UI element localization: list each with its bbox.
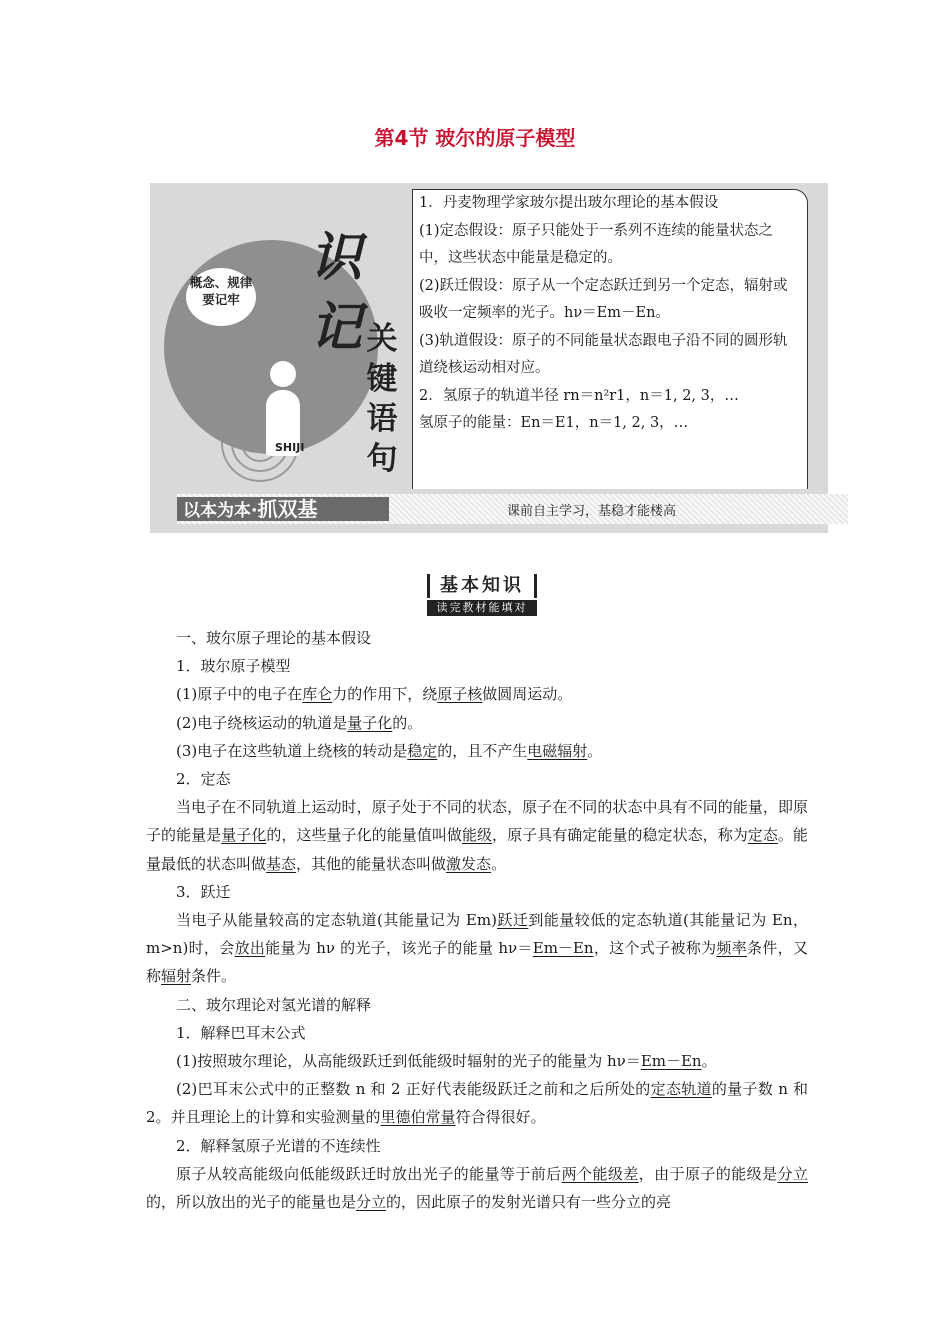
panel-line: (2)跃迁假设：原子从一个定态跃迁到另一个定态，辐射或吸收一定频率的光子。hν＝Em－En。 <box>419 277 788 321</box>
speech-bubble: 概念、规律 要记牢 <box>186 268 256 326</box>
blank-answer: 辐射 <box>161 967 192 986</box>
blank-answer: Em－En <box>640 1052 702 1071</box>
blank-answer: 跃迁 <box>496 911 529 930</box>
shiji-label: SHIJI <box>275 441 305 454</box>
blank-answer: 激发态 <box>446 854 492 873</box>
blank-answer: 定态 <box>747 826 778 845</box>
blank-answer: 库仑 <box>302 685 333 704</box>
blank-answer: Em－En <box>532 939 594 958</box>
subheading: 1．玻尔原子模型 <box>176 657 291 676</box>
paragraph: 当电子从能量较高的定态轨道(其能量记为 Em)跃迁到能量较低的定态轨道(其能量记为 En，m>n)时，会放出能量为 hν 的光子，该光子的能量 hν＝Em－En，这个式子被称为频率条件，又称辐射条件。 <box>146 911 808 986</box>
blank-answer: 基态 <box>266 854 297 873</box>
strip-tagline: 课前自主学习，基稳才能楼高 <box>507 504 677 519</box>
key-points-panel <box>412 189 808 489</box>
blank-answer: 频率 <box>716 939 748 958</box>
key-sentences-vertical: 关 键 语 句 <box>366 321 398 477</box>
paragraph: (2)电子绕核运动的轨道是量子化的。 <box>176 713 423 732</box>
blank-answer: 能级 <box>461 826 493 845</box>
heading: 二、玻尔理论对氢光谱的解释 <box>176 995 372 1014</box>
panel-line: 1．丹麦物理学家玻尔提出玻尔理论的基本假设 <box>419 195 719 211</box>
blank-answer: 里德伯常量 <box>380 1108 456 1127</box>
panel-line: 2．氢原子的轨道半径 rn＝n²r1，n＝1, 2, 3，… <box>419 387 739 404</box>
blank-answer: 量子化 <box>347 713 393 732</box>
panel-line: 氢原子的能量：En＝E1，n＝1, 2, 3，… <box>419 415 689 431</box>
section-title: 基本知识 <box>427 574 537 598</box>
paragraph: 原子从较高能级向低能级跃迁时放出光子的能量等于前后两个能级差，由于原子的能级是分立的，所以放出的光子的能量也是分立的，因此原子的发射光谱只有一些分立的亮 <box>146 1164 808 1212</box>
page-title: 第4节 玻尔的原子模型 <box>374 126 576 150</box>
subheading: 1．解释巴耳末公式 <box>176 1023 306 1042</box>
blank-answer: 定态轨道 <box>650 1080 712 1099</box>
person-head-icon <box>270 361 296 387</box>
section-header <box>427 574 537 616</box>
blank-answer: 量子化 <box>221 826 267 845</box>
document-body <box>146 624 808 1216</box>
section-subtitle: 读完教材能填对 <box>427 600 537 616</box>
blank-answer: 两个能级差 <box>561 1164 639 1183</box>
paragraph: (1)原子中的电子在库仑力的作用下，绕原子核做圆周运动。 <box>176 685 573 704</box>
big-char-ji: 记 <box>310 298 363 358</box>
panel-line: (3)轨道假设：原子的不同能量状态跟电子沿不同的圆形轨道绕核运动相对应。 <box>419 332 788 376</box>
paragraph: (3)电子在这些轨道上绕核的转动是稳定的，且不产生电磁辐射。 <box>176 741 603 760</box>
subheading: 2．定态 <box>176 770 231 789</box>
paragraph: (2)巴耳末公式中的正整数 n 和 2 正好代表能级跃迁之前和之后所处的定态轨道的量子数 n 和 2。并且理论上的计算和实验测量的里德伯常量符合得很好。 <box>146 1080 808 1127</box>
blank-answer: 原子核 <box>437 685 483 704</box>
blank-answer: 放出 <box>234 939 266 958</box>
key-points-banner <box>150 183 828 533</box>
blank-answer: 分立 <box>777 1164 808 1183</box>
paragraph: 当电子在不同轨道上运动时，原子处于不同的状态，原子在不同的状态中具有不同的能量，即原子的能量是量子化的，这些量子化的能量值叫做能级，原子具有确定能量的稳定状态，称为定态。能量最低的状态叫做基态，其他的能量状态叫做激发态。 <box>146 798 808 873</box>
blank-answer: 电磁辐射 <box>527 741 588 760</box>
subheading: 2．解释氢原子光谱的不连续性 <box>176 1136 381 1155</box>
panel-line: (1)定态假设：原子只能处于一系列不连续的能量状态之中，这些状态中能量是稳定的。 <box>419 222 774 266</box>
blank-answer: 分立 <box>356 1193 387 1212</box>
heading: 一、玻尔原子理论的基本假设 <box>176 629 372 647</box>
strip-label: 以本为本·抓双基 <box>183 497 318 521</box>
section-strip <box>177 494 848 524</box>
blank-answer: 稳定 <box>407 741 438 760</box>
big-char-shi: 识 <box>310 228 363 288</box>
subheading: 3．跃迁 <box>176 882 231 901</box>
paragraph: (1)按照玻尔理论，从高能级跃迁到低能级时辐射的光子的能量为 hν＝Em－En。 <box>176 1052 717 1071</box>
